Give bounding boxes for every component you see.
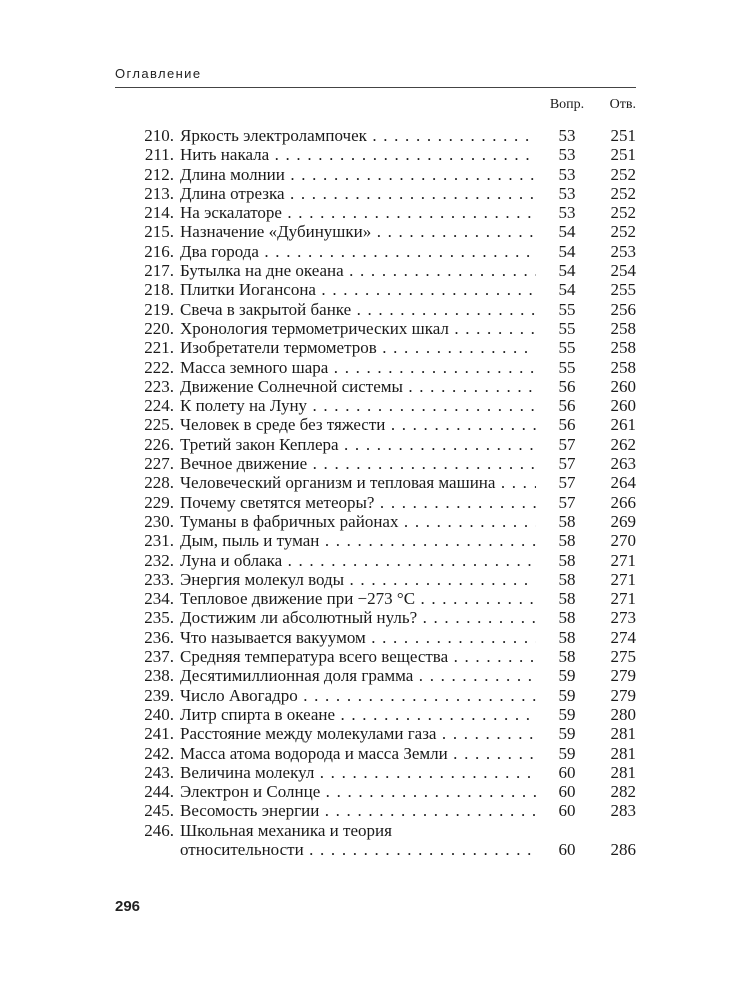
toc-entry <box>0 570 750 589</box>
entry-title-line <box>180 126 536 145</box>
entry-number: 212. <box>144 164 174 184</box>
toc-entry <box>0 493 750 512</box>
entry-answer-page: 262 <box>610 434 636 454</box>
entry-title-line <box>180 801 536 820</box>
toc-entry <box>0 415 750 434</box>
entry-answer-page: 271 <box>610 569 636 589</box>
entry-question-page: 53 <box>558 126 576 145</box>
entry-title: Средняя температура всего вещества . . . <box>180 647 536 666</box>
entry-question-page: 54 <box>558 222 576 242</box>
entry-title: Число Авогадро . . . <box>180 686 536 705</box>
entry-answer-page: 281 <box>610 724 636 744</box>
entry-answer-page: 255 <box>610 280 636 300</box>
entry-title-line <box>180 280 536 299</box>
entry-answer-page: 281 <box>610 762 636 782</box>
toc-entry <box>0 551 750 570</box>
entry-title: Длина отрезка . . . <box>180 184 536 203</box>
entry-number: 229. <box>144 492 174 512</box>
toc-entry <box>0 608 750 627</box>
entry-question-page: 53 <box>558 164 576 184</box>
entry-title: Хронология термометрических шкал . . . <box>180 319 536 338</box>
entry-answer-page: 252 <box>610 222 636 242</box>
entry-title-wrap <box>180 801 536 820</box>
entry-title: Изобретатели термометров . . . <box>180 338 536 357</box>
entry-question-page: 58 <box>558 647 576 667</box>
entry-title-line <box>180 724 536 743</box>
entry-title-wrap <box>180 454 536 473</box>
entry-title-wrap <box>180 300 536 319</box>
entry-title-wrap <box>180 531 536 550</box>
entry-answer-page: 271 <box>610 550 636 570</box>
entry-title: Масса атома водорода и масса Земли . . . <box>180 744 536 763</box>
entry-number: 211. <box>144 145 174 165</box>
toc-entry <box>0 242 750 261</box>
entry-number: 213. <box>144 183 174 203</box>
entry-title-line <box>180 396 536 415</box>
entry-question-page: 59 <box>558 704 576 724</box>
entry-title-line <box>180 744 536 763</box>
entry-number: 217. <box>144 261 174 281</box>
entry-number: 218. <box>144 280 174 300</box>
entry-answer-page: 258 <box>610 338 636 358</box>
entry-answer-page: 280 <box>610 704 636 724</box>
entry-title-wrap <box>180 145 536 164</box>
column-headers <box>0 97 750 117</box>
entry-title-line <box>180 512 536 531</box>
entry-question-page: 57 <box>558 454 576 474</box>
entry-title: Длина молнии . . . <box>180 165 536 184</box>
toc-entry <box>0 763 750 782</box>
entry-title-continuation: относительности . . . <box>180 840 536 859</box>
entry-answer-page: 286 <box>610 839 636 859</box>
entry-question-page: 58 <box>558 550 576 570</box>
entry-answer-page: 274 <box>610 627 636 647</box>
entry-title-line <box>180 686 536 705</box>
entry-answer-page: 279 <box>610 685 636 705</box>
toc-entry <box>0 686 750 705</box>
entry-title: Два города . . . <box>180 242 536 261</box>
entry-number: 242. <box>144 743 174 763</box>
entry-number: 232. <box>144 550 174 570</box>
entry-title: Вечное движение . . . <box>180 454 536 473</box>
entry-title-line <box>180 300 536 319</box>
entry-answer-page: 258 <box>610 318 636 338</box>
entry-title: Достижим ли абсолютный нуль? . . . <box>180 608 536 627</box>
entry-title-line <box>180 647 536 666</box>
entry-answer-page: 279 <box>610 666 636 686</box>
entry-title-wrap <box>180 165 536 184</box>
entry-title: Что называется вакуумом . . . <box>180 628 536 647</box>
entry-question-page: 58 <box>558 627 576 647</box>
toc-entry <box>0 203 750 222</box>
entry-title-line <box>180 705 536 724</box>
entry-title-line <box>180 570 536 589</box>
entry-title-line <box>180 551 536 570</box>
page-number: 296 <box>115 898 141 915</box>
entry-number: 233. <box>144 569 174 589</box>
entry-title: Тепловое движение при −273 °С . . . <box>180 589 536 608</box>
entry-title-wrap <box>180 377 536 396</box>
entry-number: 221. <box>144 338 174 358</box>
toc-entry <box>0 512 750 531</box>
entry-title-line <box>180 203 536 222</box>
entry-title-wrap <box>180 435 536 454</box>
entry-answer-page: 282 <box>610 782 636 802</box>
entry-answer-page: 283 <box>610 801 636 821</box>
entry-title: Электрон и Солнце . . . <box>180 782 536 801</box>
entry-title: К полету на Луну . . . <box>180 396 536 415</box>
entry-question-page: 55 <box>558 318 576 338</box>
header-rule <box>115 87 636 88</box>
entry-answer-page: 273 <box>610 608 636 628</box>
entry-number: 240. <box>144 704 174 724</box>
entry-question-page: 60 <box>558 801 576 821</box>
entry-title-wrap <box>180 319 536 338</box>
entry-number: 246. <box>144 820 174 840</box>
entry-title-wrap <box>180 184 536 203</box>
entry-question-page: 53 <box>558 145 576 165</box>
entry-answer-page: 258 <box>610 357 636 377</box>
entry-title-line <box>180 589 536 608</box>
toc-entry <box>0 145 750 164</box>
entry-title-line <box>180 493 536 512</box>
entry-title: Десятимиллионная доля грамма . . . <box>180 666 536 685</box>
entry-title: Нить накала . . . <box>180 145 536 164</box>
entry-answer-page: 252 <box>610 183 636 203</box>
toc-entry <box>0 319 750 338</box>
toc-entry <box>0 377 750 396</box>
entry-title-wrap <box>180 608 536 627</box>
entry-title-line <box>180 319 536 338</box>
entry-question-page: 59 <box>558 743 576 763</box>
entry-answer-page: 266 <box>610 492 636 512</box>
entry-question-page: 54 <box>558 261 576 281</box>
entry-number: 224. <box>144 396 174 416</box>
entry-number: 241. <box>144 724 174 744</box>
entry-question-page: 58 <box>558 589 576 609</box>
entry-question-page: 55 <box>558 338 576 358</box>
entry-title-line <box>180 165 536 184</box>
entry-title: Яркость электролампочек . . . <box>180 126 536 145</box>
entry-title-line <box>180 358 536 377</box>
toc-entry <box>0 261 750 280</box>
entry-title-line <box>180 666 536 685</box>
entry-title: Назначение «Дубинушки» . . . <box>180 222 536 241</box>
entry-title-wrap <box>180 358 536 377</box>
entry-number: 214. <box>144 203 174 223</box>
entry-title-line <box>180 531 536 550</box>
toc-entry <box>0 589 750 608</box>
entry-title-line <box>180 473 536 492</box>
entry-answer-page: 252 <box>610 164 636 184</box>
toc-entry <box>0 454 750 473</box>
entry-title-wrap <box>180 744 536 763</box>
entry-title-line <box>180 763 536 782</box>
entry-question-page: 60 <box>558 782 576 802</box>
entry-question-page: 56 <box>558 415 576 435</box>
entry-title: Весомость энергии . . . <box>180 801 536 820</box>
entry-answer-page: 271 <box>610 589 636 609</box>
entry-question-page: 55 <box>558 299 576 319</box>
entry-title: Дым, пыль и туман . . . <box>180 531 536 550</box>
entry-question-page: 58 <box>558 511 576 531</box>
entry-number: 210. <box>144 126 174 145</box>
entry-question-page: 57 <box>558 473 576 493</box>
entry-title-line <box>180 145 536 164</box>
toc-entry <box>0 705 750 724</box>
toc-entry <box>0 801 750 820</box>
entry-title: Литр спирта в океане . . . <box>180 705 536 724</box>
entry-number: 220. <box>144 318 174 338</box>
entry-number: 236. <box>144 627 174 647</box>
entry-title-wrap <box>180 242 536 261</box>
entry-title-wrap <box>180 222 536 241</box>
entry-title-wrap <box>180 821 536 860</box>
entry-number: 244. <box>144 782 174 802</box>
entry-title: Человеческий организм и тепловая машина . . . <box>180 473 536 492</box>
entry-title-line <box>180 840 536 859</box>
entry-number: 222. <box>144 357 174 377</box>
entry-question-page: 55 <box>558 357 576 377</box>
entry-title-wrap <box>180 666 536 685</box>
entry-title-line <box>180 454 536 473</box>
entry-answer-page: 260 <box>610 376 636 396</box>
entry-answer-page: 251 <box>610 145 636 165</box>
entry-question-page: 58 <box>558 531 576 551</box>
entry-question-page: 58 <box>558 608 576 628</box>
entry-question-page: 54 <box>558 280 576 300</box>
entry-answer-page: 256 <box>610 299 636 319</box>
toc-entry <box>0 280 750 299</box>
entry-number: 223. <box>144 376 174 396</box>
toc-entry <box>0 744 750 763</box>
entry-number: 226. <box>144 434 174 454</box>
toc-entry <box>0 724 750 743</box>
entry-answer-page: 254 <box>610 261 636 281</box>
entry-title: Луна и облака . . . <box>180 551 536 570</box>
entry-title-line <box>180 242 536 261</box>
entry-title: Величина молекул . . . <box>180 763 536 782</box>
entry-title-wrap <box>180 589 536 608</box>
entry-title-line <box>180 415 536 434</box>
entry-title-wrap <box>180 512 536 531</box>
toc-entry <box>0 184 750 203</box>
entry-title-wrap <box>180 396 536 415</box>
entry-number: 219. <box>144 299 174 319</box>
entry-title-line <box>180 608 536 627</box>
entry-title-wrap <box>180 493 536 512</box>
entry-answer-page: 275 <box>610 647 636 667</box>
running-head: Оглавление <box>115 66 202 81</box>
column-header-question: Вопр. <box>549 97 585 112</box>
entry-answer-page: 269 <box>610 511 636 531</box>
entry-number: 239. <box>144 685 174 705</box>
entry-answer-page: 251 <box>610 126 636 145</box>
entry-question-page: 56 <box>558 376 576 396</box>
entry-question-page: 59 <box>558 685 576 705</box>
entry-answer-page: 281 <box>610 743 636 763</box>
entry-answer-page: 261 <box>610 415 636 435</box>
entry-question-page: 60 <box>558 839 576 859</box>
entry-number: 225. <box>144 415 174 435</box>
entry-question-page: 57 <box>558 492 576 512</box>
entry-title-wrap <box>180 415 536 434</box>
toc-entry <box>0 473 750 492</box>
toc-entry <box>0 222 750 241</box>
entry-question-page: 54 <box>558 241 576 261</box>
toc-entry <box>0 165 750 184</box>
entry-number: 238. <box>144 666 174 686</box>
entry-answer-page: 264 <box>610 473 636 493</box>
entry-title: Туманы в фабричных районах . . . <box>180 512 536 531</box>
entry-number: 230. <box>144 511 174 531</box>
entry-title-line <box>180 261 536 280</box>
entry-question-page: 59 <box>558 666 576 686</box>
entry-number: 228. <box>144 473 174 493</box>
entry-answer-page: 252 <box>610 203 636 223</box>
entry-title-line <box>180 222 536 241</box>
entry-number: 245. <box>144 801 174 821</box>
entry-answer-page: 270 <box>610 531 636 551</box>
entry-title-line <box>180 628 536 647</box>
entry-title: Бутылка на дне океана . . . <box>180 261 536 280</box>
toc-entry <box>0 358 750 377</box>
entry-title: Масса земного шара . . . <box>180 358 536 377</box>
entry-number: 216. <box>144 241 174 261</box>
entry-title-wrap <box>180 724 536 743</box>
entry-title-wrap <box>180 570 536 589</box>
entry-title: На эскалаторе . . . <box>180 203 536 222</box>
entry-title: Свеча в закрытой банке . . . <box>180 300 536 319</box>
entry-title-wrap <box>180 126 536 145</box>
entry-title-wrap <box>180 628 536 647</box>
entry-number: 235. <box>144 608 174 628</box>
entry-title-line <box>180 821 536 840</box>
entry-question-page: 59 <box>558 724 576 744</box>
toc-entry <box>0 338 750 357</box>
toc-entry <box>0 126 750 145</box>
toc-entry <box>0 647 750 666</box>
entry-title: Плитки Иогансона . . . <box>180 280 536 299</box>
entry-title-line <box>180 377 536 396</box>
entry-number: 231. <box>144 531 174 551</box>
toc-entry <box>0 666 750 685</box>
entry-title-wrap <box>180 782 536 801</box>
entry-title: Почему светятся метеоры? . . . <box>180 493 536 512</box>
entry-question-page: 53 <box>558 203 576 223</box>
toc-entry <box>0 300 750 319</box>
entry-answer-page: 263 <box>610 454 636 474</box>
entry-title: Третий закон Кеплера . . . <box>180 435 536 454</box>
entry-title-line <box>180 435 536 454</box>
entry-question-page: 57 <box>558 434 576 454</box>
entry-title-line <box>180 782 536 801</box>
entry-question-page: 60 <box>558 762 576 782</box>
table-of-contents <box>0 126 750 859</box>
entry-title-wrap <box>180 473 536 492</box>
toc-entry <box>0 435 750 454</box>
entry-answer-page: 260 <box>610 396 636 416</box>
entry-number: 227. <box>144 454 174 474</box>
entry-answer-page: 253 <box>610 241 636 261</box>
entry-title: Энергия молекул воды . . . <box>180 570 536 589</box>
entry-title-wrap <box>180 551 536 570</box>
entry-title-wrap <box>180 763 536 782</box>
toc-entry <box>0 628 750 647</box>
entry-title: Человек в среде без тяжести . . . <box>180 415 536 434</box>
entry-title-wrap <box>180 338 536 357</box>
entry-title: Движение Солнечной системы . . . <box>180 377 536 396</box>
entry-title: Школьная механика и теория <box>180 820 392 840</box>
entry-title-line <box>180 338 536 357</box>
entry-number: 243. <box>144 762 174 782</box>
toc-entry <box>0 531 750 550</box>
entry-title-wrap <box>180 280 536 299</box>
entry-title-wrap <box>180 705 536 724</box>
column-header-answer: Отв. <box>609 97 636 112</box>
entry-question-page: 58 <box>558 569 576 589</box>
entry-number: 215. <box>144 222 174 242</box>
toc-entry <box>0 821 750 860</box>
entry-title-wrap <box>180 686 536 705</box>
entry-title-line <box>180 184 536 203</box>
entry-number: 234. <box>144 589 174 609</box>
entry-title: Расстояние между молекулами газа . . . <box>180 724 536 743</box>
entry-number: 237. <box>144 647 174 667</box>
entry-question-page: 53 <box>558 183 576 203</box>
toc-entry <box>0 396 750 415</box>
entry-question-page: 56 <box>558 396 576 416</box>
entry-title-wrap <box>180 647 536 666</box>
entry-title-wrap <box>180 261 536 280</box>
entry-title-wrap <box>180 203 536 222</box>
toc-entry <box>0 782 750 801</box>
